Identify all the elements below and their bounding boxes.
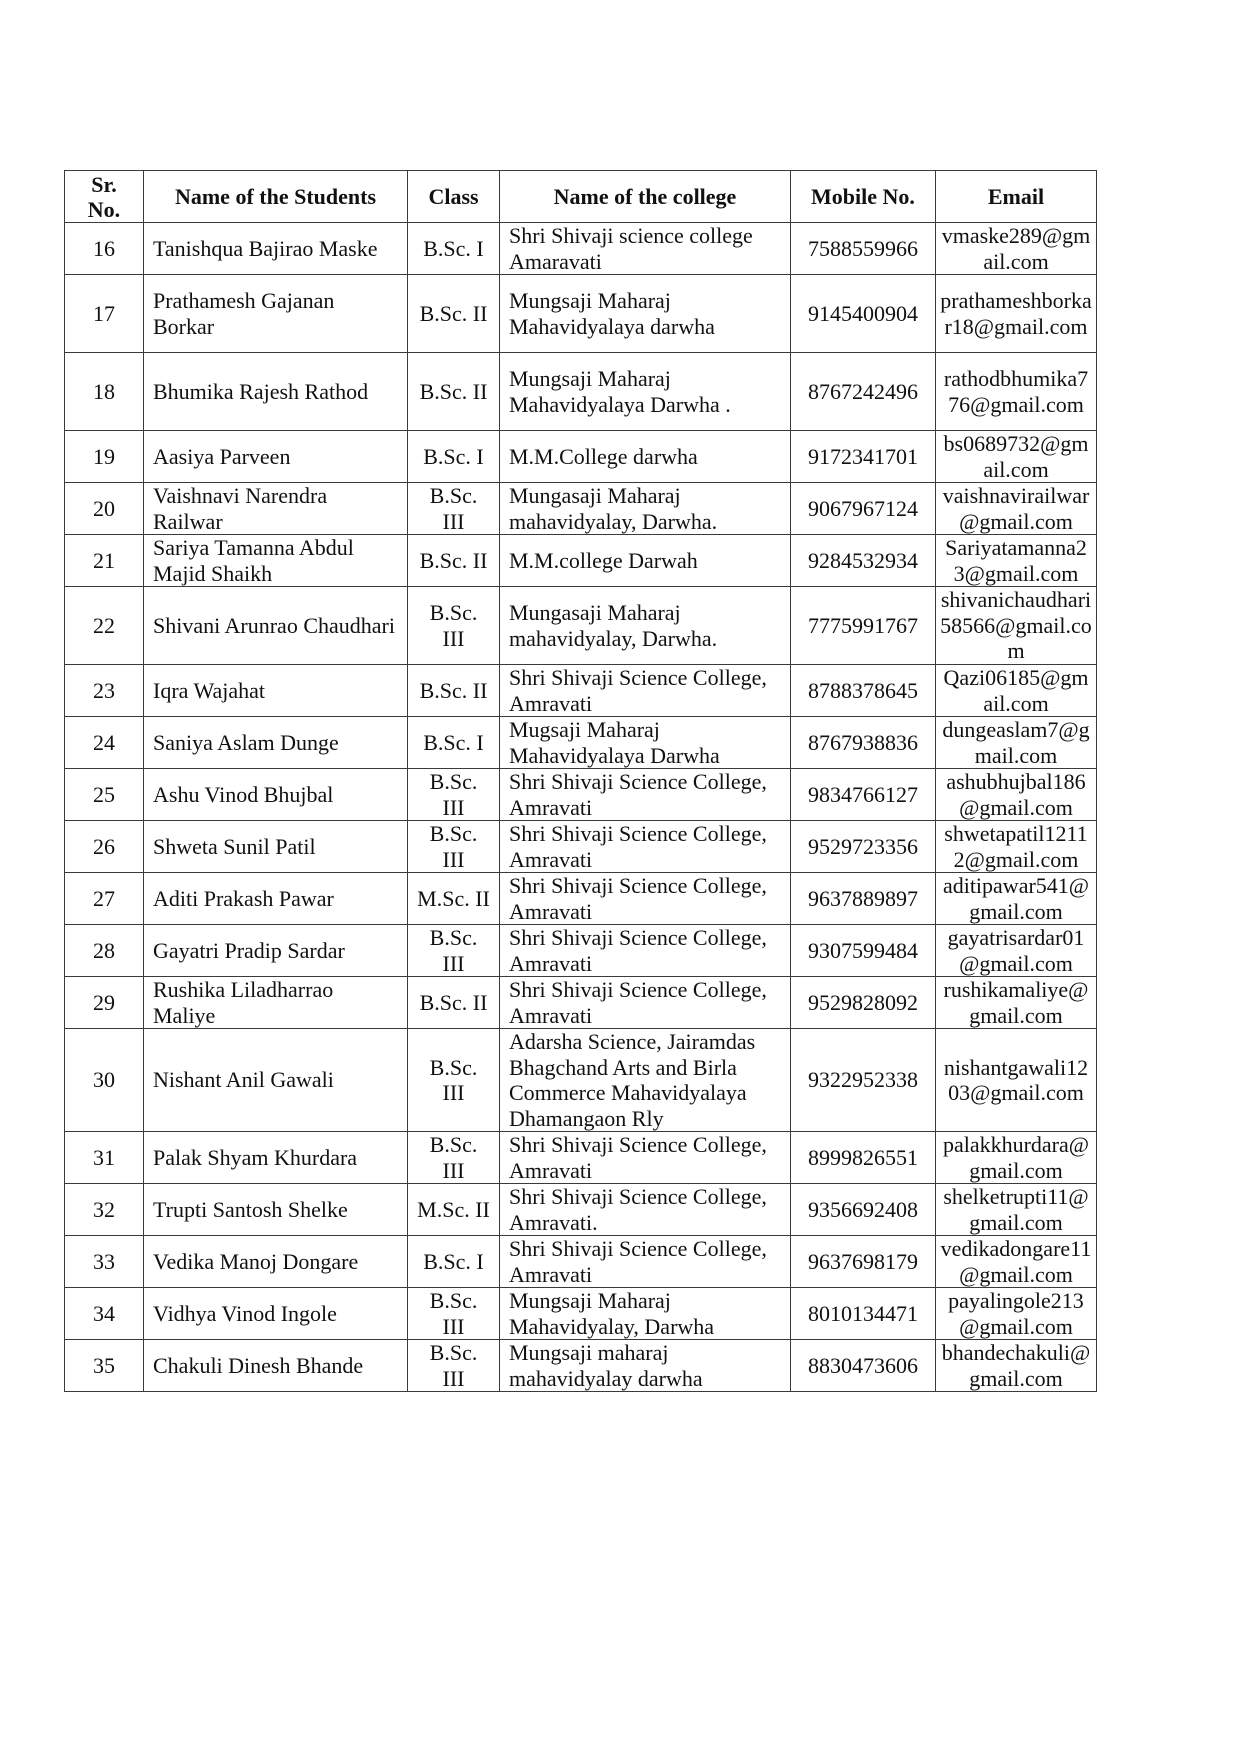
student-name-cell: Prathamesh Gajanan Borkar: [144, 275, 408, 353]
sr-no-cell: 17: [65, 275, 144, 353]
college-cell: Adarsha Science, Jairamdas Bhagchand Arts and Birla Commerce Mahavidyalaya Dhamangaon Rly: [500, 1029, 791, 1132]
email-cell: aditipawar541@gmail.com: [936, 873, 1097, 925]
table-body: [65, 223, 1097, 1392]
student-name-cell: Sariya Tamanna Abdul Majid Shaikh: [144, 535, 408, 587]
sr-no-cell: 35: [65, 1340, 144, 1392]
student-name-cell: Aditi Prakash Pawar: [144, 873, 408, 925]
mobile-cell: 8999826551: [791, 1132, 936, 1184]
class-cell: B.Sc. II: [408, 275, 500, 353]
class-cell: B.Sc. III: [408, 1288, 500, 1340]
header-mobile: Mobile No.: [791, 171, 936, 223]
class-cell: B.Sc. II: [408, 353, 500, 431]
header-college: Name of the college: [500, 171, 791, 223]
email-cell: vaishnavirailwar@gmail.com: [936, 483, 1097, 535]
email-cell: prathameshborkar18@gmail.com: [936, 275, 1097, 353]
college-cell: Shri Shivaji Science College, Amravati: [500, 665, 791, 717]
sr-no-cell: 26: [65, 821, 144, 873]
class-cell: B.Sc. III: [408, 769, 500, 821]
email-cell: rushikamaliye@gmail.com: [936, 977, 1097, 1029]
sr-no-cell: 27: [65, 873, 144, 925]
table-row: [65, 769, 1097, 821]
email-cell: ashubhujbal186@gmail.com: [936, 769, 1097, 821]
class-cell: B.Sc. I: [408, 431, 500, 483]
table-row: [65, 275, 1097, 353]
class-cell: B.Sc. II: [408, 977, 500, 1029]
sr-no-cell: 22: [65, 587, 144, 665]
sr-no-cell: 30: [65, 1029, 144, 1132]
student-name-cell: Iqra Wajahat: [144, 665, 408, 717]
table-row: [65, 665, 1097, 717]
college-cell: Shri Shivaji Science College, Amravati: [500, 925, 791, 977]
class-cell: M.Sc. II: [408, 1184, 500, 1236]
table-row: [65, 1132, 1097, 1184]
college-cell: Mungsaji maharaj mahavidyalay darwha: [500, 1340, 791, 1392]
email-cell: vmaske289@gmail.com: [936, 223, 1097, 275]
sr-no-cell: 18: [65, 353, 144, 431]
table-row: [65, 1340, 1097, 1392]
student-name-cell: Vedika Manoj Dongare: [144, 1236, 408, 1288]
table-row: [65, 821, 1097, 873]
mobile-cell: 9322952338: [791, 1029, 936, 1132]
student-name-cell: Gayatri Pradip Sardar: [144, 925, 408, 977]
student-name-cell: Nishant Anil Gawali: [144, 1029, 408, 1132]
sr-no-cell: 24: [65, 717, 144, 769]
mobile-cell: 8010134471: [791, 1288, 936, 1340]
college-cell: Shri Shivaji science college Amaravati: [500, 223, 791, 275]
table-row: [65, 587, 1097, 665]
class-cell: B.Sc. III: [408, 1029, 500, 1132]
mobile-cell: 9637698179: [791, 1236, 936, 1288]
sr-no-cell: 19: [65, 431, 144, 483]
class-cell: B.Sc. I: [408, 717, 500, 769]
college-cell: Shri Shivaji Science College, Amravati: [500, 1132, 791, 1184]
email-cell: bhandechakuli@gmail.com: [936, 1340, 1097, 1392]
email-cell: nishantgawali1203@gmail.com: [936, 1029, 1097, 1132]
college-cell: Mungsaji Maharaj Mahavidyalaya Darwha .: [500, 353, 791, 431]
email-cell: bs0689732@gmail.com: [936, 431, 1097, 483]
class-cell: B.Sc. III: [408, 1132, 500, 1184]
mobile-cell: 9307599484: [791, 925, 936, 977]
class-cell: B.Sc. I: [408, 223, 500, 275]
table-row: [65, 1288, 1097, 1340]
college-cell: Shri Shivaji Science College, Amravati: [500, 977, 791, 1029]
table-row: [65, 353, 1097, 431]
sr-no-cell: 31: [65, 1132, 144, 1184]
table-row: [65, 925, 1097, 977]
mobile-cell: 9637889897: [791, 873, 936, 925]
sr-no-cell: 23: [65, 665, 144, 717]
class-cell: B.Sc. II: [408, 665, 500, 717]
header-student-name: Name of the Students: [144, 171, 408, 223]
email-cell: shivanichaudhari58566@gmail.com: [936, 587, 1097, 665]
table-row: [65, 977, 1097, 1029]
class-cell: B.Sc. III: [408, 587, 500, 665]
sr-no-cell: 25: [65, 769, 144, 821]
header-sr-no: Sr. No.: [65, 171, 144, 223]
mobile-cell: 8767242496: [791, 353, 936, 431]
email-cell: rathodbhumika776@gmail.com: [936, 353, 1097, 431]
table-row: [65, 483, 1097, 535]
sr-no-cell: 28: [65, 925, 144, 977]
college-cell: Mugsaji Maharaj Mahavidyalaya Darwha: [500, 717, 791, 769]
college-cell: Shri Shivaji Science College, Amravati: [500, 821, 791, 873]
college-cell: Shri Shivaji Science College, Amravati: [500, 1236, 791, 1288]
table-row: [65, 431, 1097, 483]
student-name-cell: Rushika Liladharrao Maliye: [144, 977, 408, 1029]
student-name-cell: Trupti Santosh Shelke: [144, 1184, 408, 1236]
class-cell: B.Sc. III: [408, 1340, 500, 1392]
class-cell: B.Sc. III: [408, 483, 500, 535]
table-row: [65, 223, 1097, 275]
student-name-cell: Tanishqua Bajirao Maske: [144, 223, 408, 275]
table-row: [65, 1184, 1097, 1236]
college-cell: Shri Shivaji Science College, Amravati.: [500, 1184, 791, 1236]
mobile-cell: 9284532934: [791, 535, 936, 587]
email-cell: palakkhurdara@gmail.com: [936, 1132, 1097, 1184]
table-row: [65, 535, 1097, 587]
sr-no-cell: 29: [65, 977, 144, 1029]
students-table: [64, 170, 1097, 1392]
student-name-cell: Shivani Arunrao Chaudhari: [144, 587, 408, 665]
mobile-cell: 9529828092: [791, 977, 936, 1029]
college-cell: Shri Shivaji Science College, Amravati: [500, 769, 791, 821]
email-cell: Qazi06185@gmail.com: [936, 665, 1097, 717]
college-cell: Shri Shivaji Science College, Amravati: [500, 873, 791, 925]
mobile-cell: 7588559966: [791, 223, 936, 275]
college-cell: Mungasaji Maharaj mahavidyalay, Darwha.: [500, 483, 791, 535]
student-name-cell: Vidhya Vinod Ingole: [144, 1288, 408, 1340]
student-name-cell: Palak Shyam Khurdara: [144, 1132, 408, 1184]
table-row: [65, 1029, 1097, 1132]
student-name-cell: Shweta Sunil Patil: [144, 821, 408, 873]
document-page: [64, 170, 1096, 1392]
college-cell: Mungsaji Maharaj Mahavidyalay, Darwha: [500, 1288, 791, 1340]
sr-no-cell: 32: [65, 1184, 144, 1236]
mobile-cell: 9356692408: [791, 1184, 936, 1236]
mobile-cell: 9529723356: [791, 821, 936, 873]
email-cell: shwetapatil12112@gmail.com: [936, 821, 1097, 873]
class-cell: B.Sc. II: [408, 535, 500, 587]
table-row: [65, 717, 1097, 769]
email-cell: shelketrupti11@gmail.com: [936, 1184, 1097, 1236]
sr-no-cell: 34: [65, 1288, 144, 1340]
sr-no-cell: 16: [65, 223, 144, 275]
class-cell: B.Sc. I: [408, 1236, 500, 1288]
mobile-cell: 7775991767: [791, 587, 936, 665]
college-cell: Mungasaji Maharaj mahavidyalay, Darwha.: [500, 587, 791, 665]
header-email: Email: [936, 171, 1097, 223]
mobile-cell: 9145400904: [791, 275, 936, 353]
table-row: [65, 1236, 1097, 1288]
table-header-row: [65, 171, 1097, 223]
student-name-cell: Vaishnavi Narendra Railwar: [144, 483, 408, 535]
college-cell: M.M.College darwha: [500, 431, 791, 483]
email-cell: dungeaslam7@gmail.com: [936, 717, 1097, 769]
email-cell: Sariyatamanna23@gmail.com: [936, 535, 1097, 587]
college-cell: Mungsaji Maharaj Mahavidyalaya darwha: [500, 275, 791, 353]
email-cell: payalingole213@gmail.com: [936, 1288, 1097, 1340]
mobile-cell: 8767938836: [791, 717, 936, 769]
header-class: Class: [408, 171, 500, 223]
email-cell: vedikadongare11@gmail.com: [936, 1236, 1097, 1288]
sr-no-cell: 21: [65, 535, 144, 587]
sr-no-cell: 33: [65, 1236, 144, 1288]
mobile-cell: 9834766127: [791, 769, 936, 821]
sr-no-cell: 20: [65, 483, 144, 535]
student-name-cell: Ashu Vinod Bhujbal: [144, 769, 408, 821]
table-row: [65, 873, 1097, 925]
mobile-cell: 9067967124: [791, 483, 936, 535]
mobile-cell: 8830473606: [791, 1340, 936, 1392]
mobile-cell: 8788378645: [791, 665, 936, 717]
student-name-cell: Bhumika Rajesh Rathod: [144, 353, 408, 431]
college-cell: M.M.college Darwah: [500, 535, 791, 587]
class-cell: B.Sc. III: [408, 925, 500, 977]
student-name-cell: Chakuli Dinesh Bhande: [144, 1340, 408, 1392]
student-name-cell: Saniya Aslam Dunge: [144, 717, 408, 769]
class-cell: B.Sc. III: [408, 821, 500, 873]
mobile-cell: 9172341701: [791, 431, 936, 483]
email-cell: gayatrisardar01@gmail.com: [936, 925, 1097, 977]
class-cell: M.Sc. II: [408, 873, 500, 925]
student-name-cell: Aasiya Parveen: [144, 431, 408, 483]
